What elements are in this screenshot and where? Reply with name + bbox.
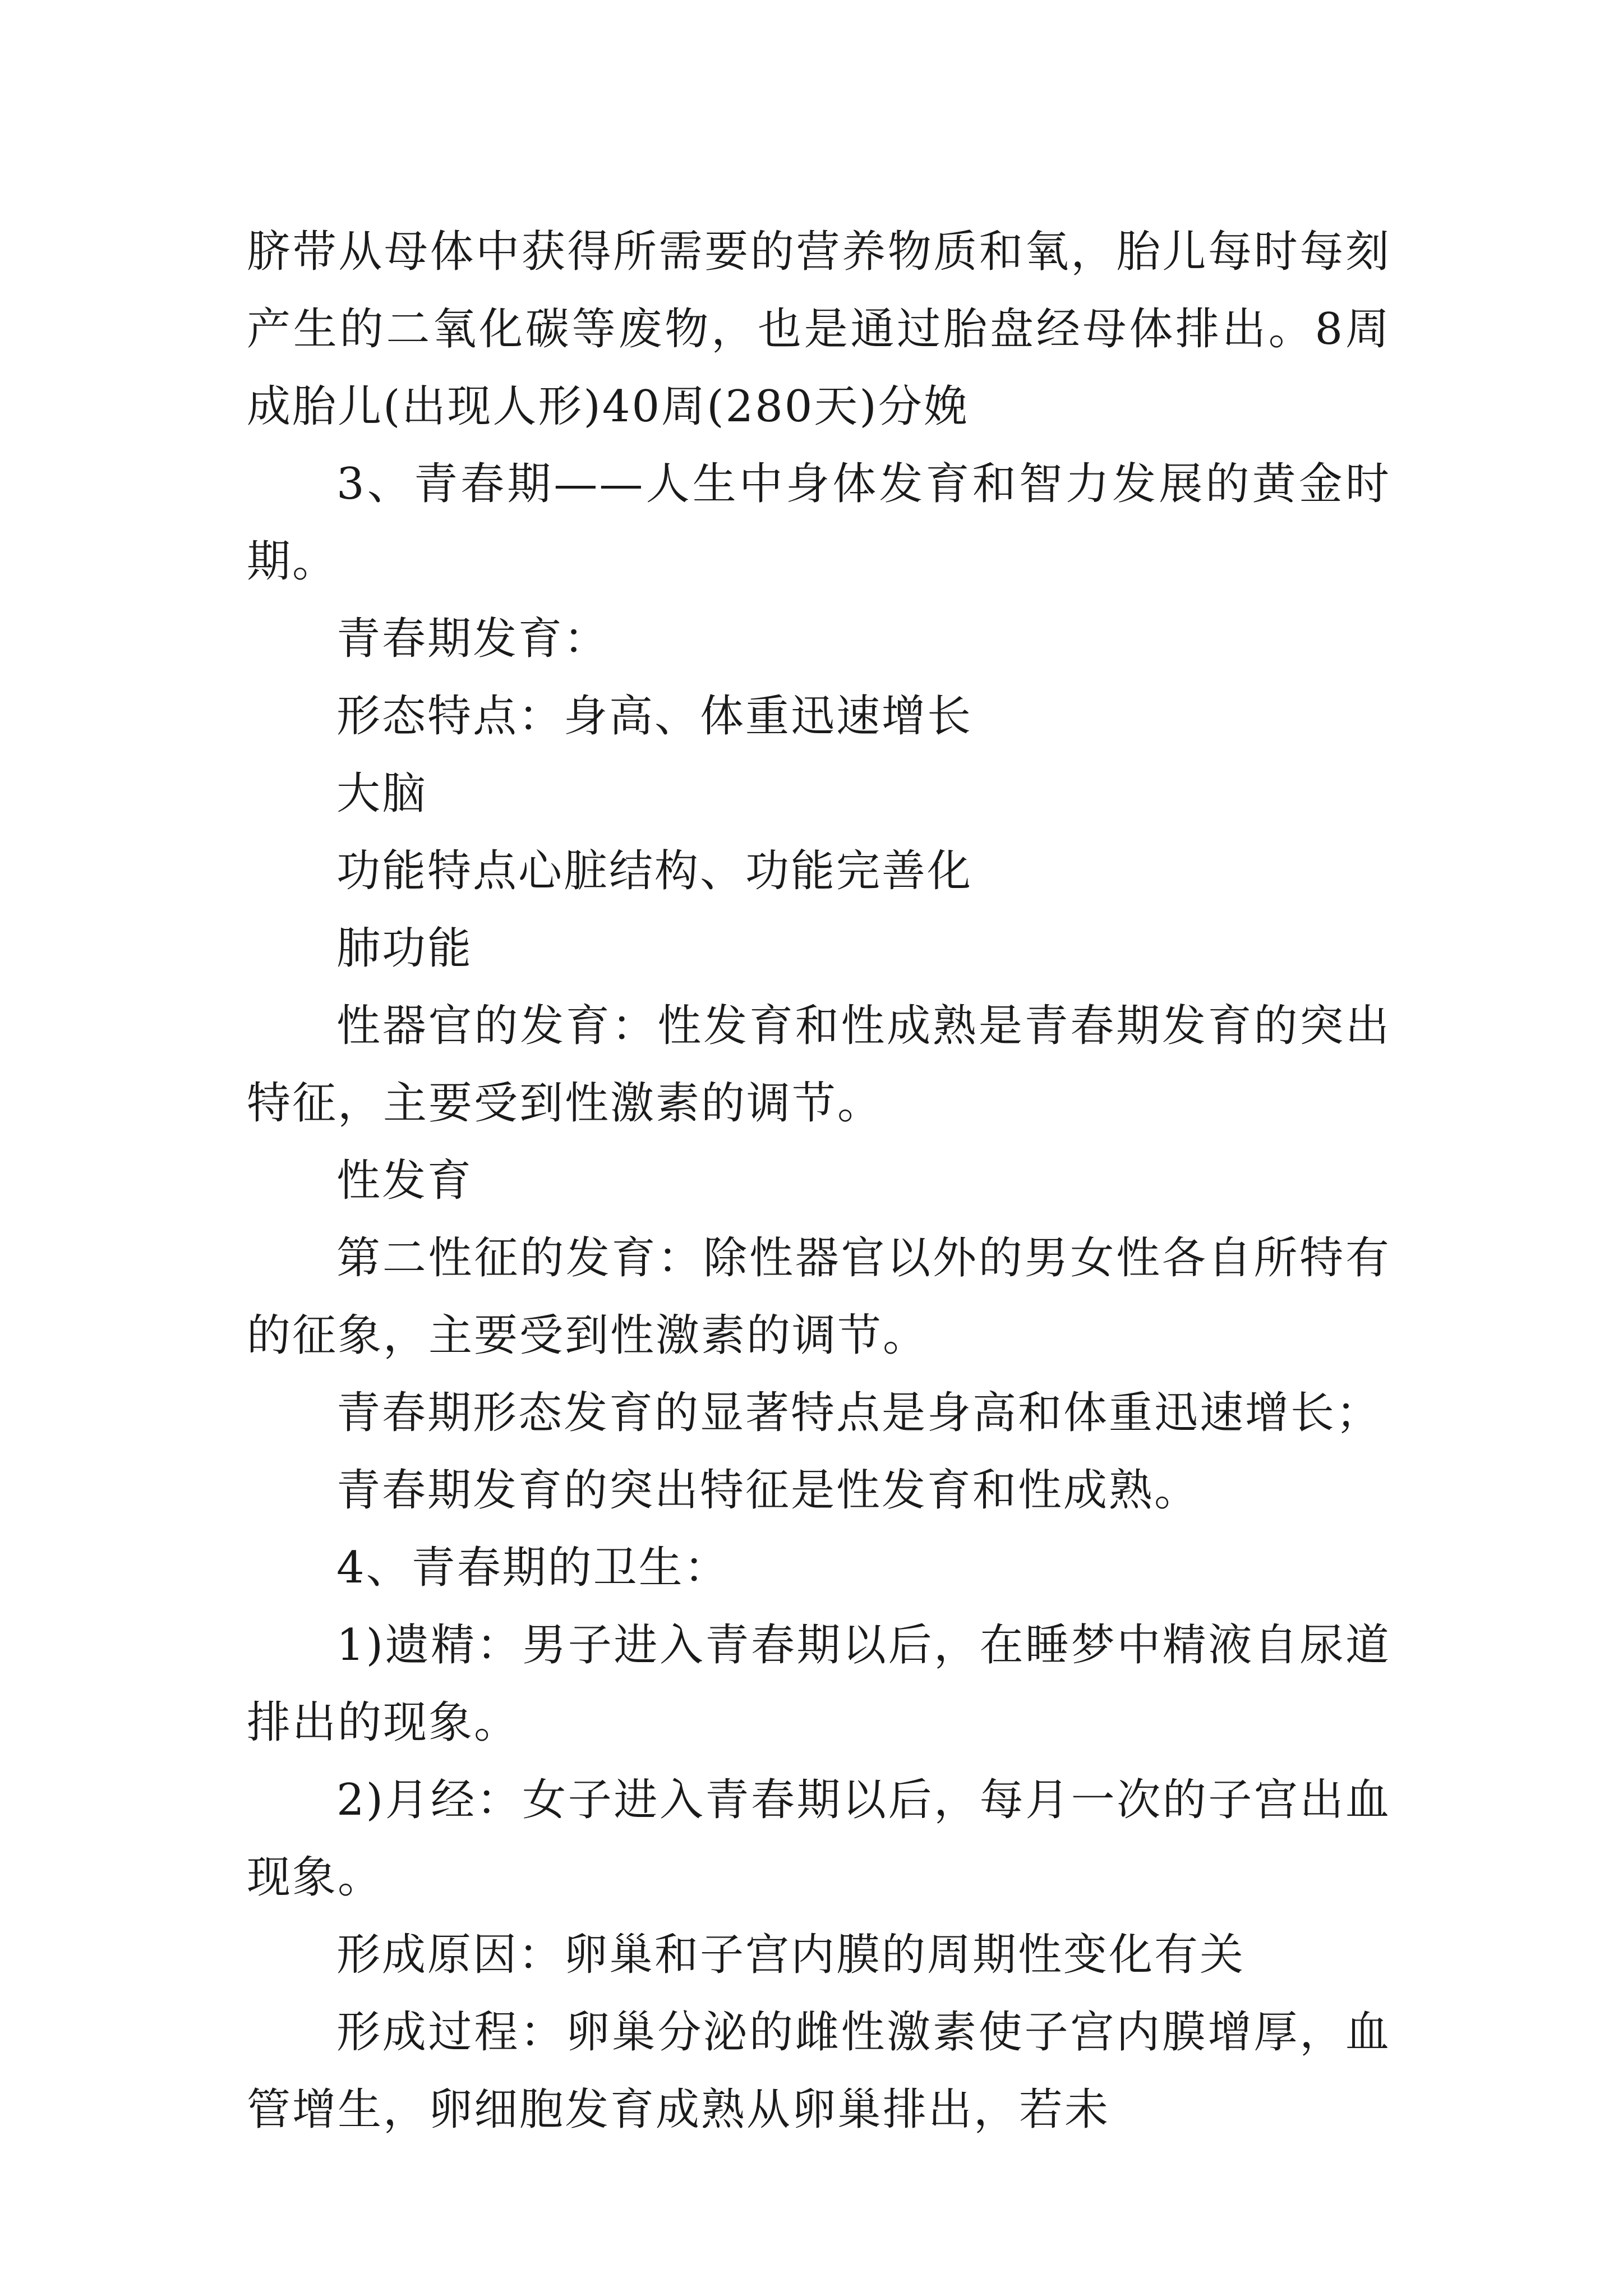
document-body [247, 213, 1391, 2148]
paragraph-cause: 形成原因：卵巢和子宫内膜的周期性变化有关 [336, 1930, 1246, 1980]
paragraph-morphology: 形态特点：身高、体重迅速增长 [336, 691, 973, 742]
paragraph-item-2: 2)月经：女子进入青春期以后，每月一次的子宫出血现象。 [247, 1775, 1391, 1903]
paragraph-function-heart: 功能特点心脏结构、功能完善化 [336, 846, 973, 896]
paragraph-puberty-development: 青春期发育： [336, 614, 610, 664]
paragraph-sexual-development: 性发育 [336, 1156, 473, 1206]
paragraph-hygiene-heading: 4、青春期的卫生： [336, 1543, 730, 1593]
paragraph-secondary-traits: 第二性征的发育：除性器官以外的男女性各自所特有的征象，主要受到性激素的调节。 [247, 1233, 1391, 1361]
paragraph-process: 形成过程：卵巢分泌的雌性激素使子宫内膜增厚，血管增生，卵细胞发育成熟从卵巢排出，若未 [247, 2007, 1391, 2135]
paragraph-brain: 大脑 [336, 769, 428, 819]
paragraph-umbilical-cord: 脐带从母体中获得所需要的营养物质和氧，胎儿每时每刻产生的二氧化碳等废物，也是通过胎盘经母体排出。8周成胎儿(出现人形)40周(280天)分娩 [247, 227, 1391, 432]
paragraph-puberty-heading: 3、青春期——人生中身体发育和智力发展的黄金时期。 [247, 459, 1391, 587]
paragraph-feature-summary: 青春期发育的突出特征是性发育和性成熟。 [336, 1465, 1200, 1516]
paragraph-morphology-summary: 青春期形态发育的显著特点是身高和体重迅速增长； [336, 1388, 1382, 1438]
paragraph-item-1: 1)遗精：男子进入青春期以后，在睡梦中精液自尿道排出的现象。 [247, 1620, 1391, 1748]
paragraph-lung-function: 肺功能 [336, 923, 473, 974]
paragraph-sex-organs: 性器官的发育：性发育和性成熟是青春期发育的突出特征，主要受到性激素的调节。 [247, 1001, 1391, 1129]
